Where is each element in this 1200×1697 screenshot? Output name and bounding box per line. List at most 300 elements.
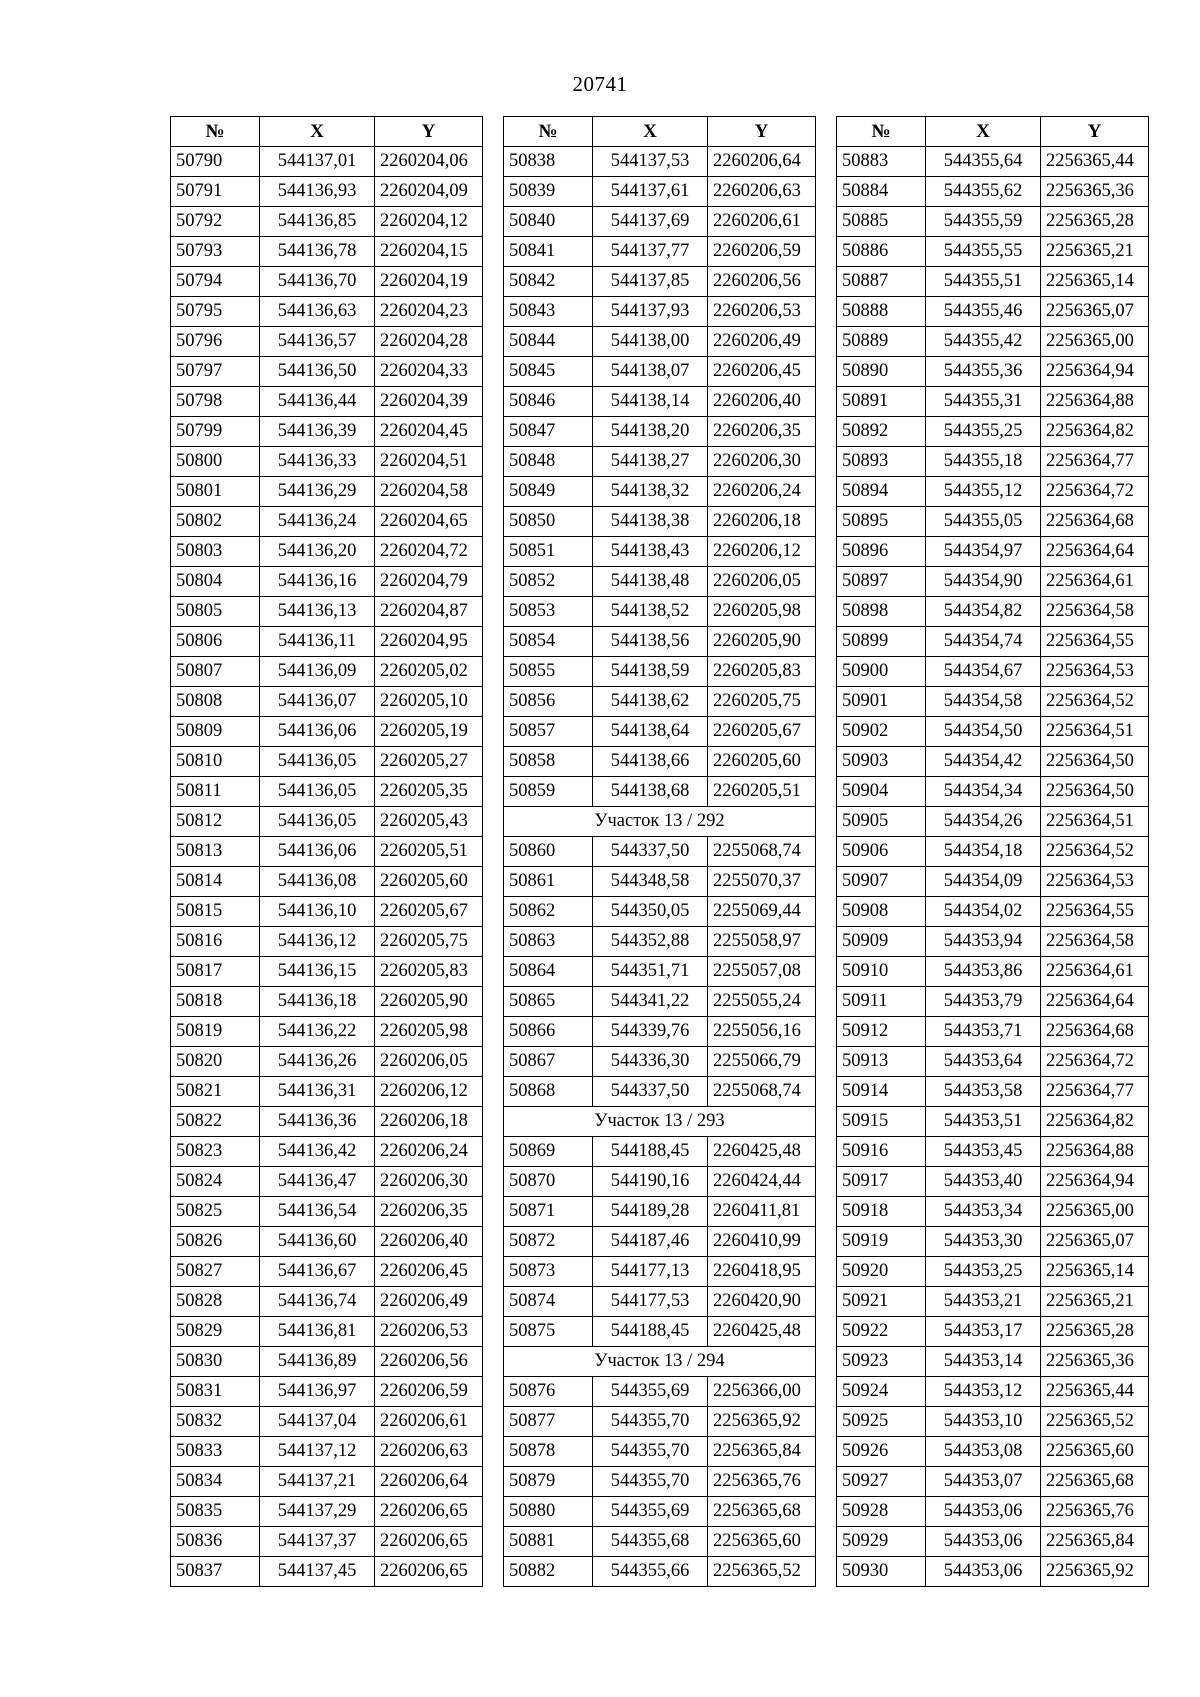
- y-coordinate-cell: 2256364,58: [1041, 597, 1149, 627]
- point-number-cell: 50846: [504, 387, 593, 417]
- y-coordinate-cell: 2260410,99: [708, 1227, 816, 1257]
- x-coordinate-cell: 544138,38: [593, 507, 708, 537]
- x-coordinate-cell: 544353,58: [926, 1077, 1041, 1107]
- point-number-cell: 50844: [504, 327, 593, 357]
- table-row: [504, 537, 816, 567]
- x-coordinate-cell: 544136,18: [260, 987, 375, 1017]
- y-coordinate-cell: 2260206,40: [375, 1227, 483, 1257]
- y-coordinate-cell: 2256365,60: [1041, 1437, 1149, 1467]
- y-coordinate-cell: 2256364,55: [1041, 897, 1149, 927]
- x-coordinate-cell: 544353,14: [926, 1347, 1041, 1377]
- point-number-cell: 50856: [504, 687, 593, 717]
- point-number-cell: 50921: [837, 1287, 926, 1317]
- y-coordinate-cell: 2260205,67: [708, 717, 816, 747]
- x-coordinate-cell: 544355,36: [926, 357, 1041, 387]
- x-coordinate-cell: 544136,50: [260, 357, 375, 387]
- point-number-cell: 50858: [504, 747, 593, 777]
- x-coordinate-cell: 544136,06: [260, 717, 375, 747]
- point-number-cell: 50806: [171, 627, 260, 657]
- table-row: [504, 267, 816, 297]
- point-number-cell: 50901: [837, 687, 926, 717]
- point-number-cell: 50930: [837, 1557, 926, 1587]
- y-coordinate-cell: 2260204,45: [375, 417, 483, 447]
- y-coordinate-cell: 2260204,28: [375, 327, 483, 357]
- point-number-cell: 50853: [504, 597, 593, 627]
- table-row: [504, 567, 816, 597]
- point-number-cell: 50800: [171, 447, 260, 477]
- table-row: [504, 1137, 816, 1167]
- y-coordinate-cell: 2260206,49: [708, 327, 816, 357]
- point-number-cell: 50834: [171, 1467, 260, 1497]
- y-coordinate-cell: 2260205,51: [708, 777, 816, 807]
- table-row: [171, 207, 483, 237]
- table-row: [171, 1527, 483, 1557]
- y-coordinate-cell: 2255069,44: [708, 897, 816, 927]
- section-row: [504, 1347, 816, 1377]
- table-row: [837, 1527, 1149, 1557]
- y-coordinate-cell: 2260206,18: [708, 507, 816, 537]
- table-row: [171, 1137, 483, 1167]
- y-coordinate-cell: 2256364,52: [1041, 837, 1149, 867]
- x-coordinate-cell: 544352,88: [593, 927, 708, 957]
- point-number-cell: 50850: [504, 507, 593, 537]
- y-coordinate-cell: 2260425,48: [708, 1317, 816, 1347]
- table-row: [171, 357, 483, 387]
- point-number-cell: 50915: [837, 1107, 926, 1137]
- x-coordinate-cell: 544353,06: [926, 1557, 1041, 1587]
- table-row: [837, 657, 1149, 687]
- x-coordinate-cell: 544355,68: [593, 1527, 708, 1557]
- column-header-y: Y: [375, 117, 483, 147]
- x-coordinate-cell: 544136,05: [260, 777, 375, 807]
- x-coordinate-cell: 544355,69: [593, 1377, 708, 1407]
- x-coordinate-cell: 544136,29: [260, 477, 375, 507]
- table-row: [504, 747, 816, 777]
- point-number-cell: 50804: [171, 567, 260, 597]
- point-number-cell: 50881: [504, 1527, 593, 1557]
- y-coordinate-cell: 2260205,27: [375, 747, 483, 777]
- table-row: [171, 987, 483, 1017]
- x-coordinate-cell: 544138,66: [593, 747, 708, 777]
- table-row: [504, 1407, 816, 1437]
- y-coordinate-cell: 2260205,60: [708, 747, 816, 777]
- table-row: [504, 777, 816, 807]
- table-row: [171, 447, 483, 477]
- table-row: [504, 1257, 816, 1287]
- x-coordinate-cell: 544337,50: [593, 1077, 708, 1107]
- x-coordinate-cell: 544136,05: [260, 747, 375, 777]
- table-header: [171, 117, 483, 147]
- x-coordinate-cell: 544341,22: [593, 987, 708, 1017]
- y-coordinate-cell: 2260206,49: [375, 1287, 483, 1317]
- table-row: [837, 237, 1149, 267]
- y-coordinate-cell: 2260206,12: [375, 1077, 483, 1107]
- x-coordinate-cell: 544354,26: [926, 807, 1041, 837]
- column-header-x: X: [926, 117, 1041, 147]
- point-number-cell: 50841: [504, 237, 593, 267]
- table-row: [504, 207, 816, 237]
- x-coordinate-cell: 544353,25: [926, 1257, 1041, 1287]
- point-number-cell: 50798: [171, 387, 260, 417]
- x-coordinate-cell: 544136,85: [260, 207, 375, 237]
- point-number-cell: 50926: [837, 1437, 926, 1467]
- x-coordinate-cell: 544353,06: [926, 1497, 1041, 1527]
- x-coordinate-cell: 544188,45: [593, 1137, 708, 1167]
- x-coordinate-cell: 544137,77: [593, 237, 708, 267]
- y-coordinate-cell: 2260206,59: [708, 237, 816, 267]
- x-coordinate-cell: 544136,89: [260, 1347, 375, 1377]
- table-row: [171, 507, 483, 537]
- y-coordinate-cell: 2256365,21: [1041, 237, 1149, 267]
- point-number-cell: 50883: [837, 147, 926, 177]
- table-row: [837, 357, 1149, 387]
- table-row: [171, 1437, 483, 1467]
- y-coordinate-cell: 2256364,68: [1041, 507, 1149, 537]
- y-coordinate-cell: 2256364,94: [1041, 357, 1149, 387]
- point-number-cell: 50812: [171, 807, 260, 837]
- x-coordinate-cell: 544355,18: [926, 447, 1041, 477]
- table-row: [171, 267, 483, 297]
- x-coordinate-cell: 544354,74: [926, 627, 1041, 657]
- x-coordinate-cell: 544136,36: [260, 1107, 375, 1137]
- point-number-cell: 50908: [837, 897, 926, 927]
- x-coordinate-cell: 544136,39: [260, 417, 375, 447]
- y-coordinate-cell: 2260206,65: [375, 1497, 483, 1527]
- point-number-cell: 50907: [837, 867, 926, 897]
- y-coordinate-cell: 2256365,28: [1041, 207, 1149, 237]
- table-row: [504, 1377, 816, 1407]
- y-coordinate-cell: 2255068,74: [708, 837, 816, 867]
- table-row: [837, 147, 1149, 177]
- point-number-cell: 50879: [504, 1467, 593, 1497]
- section-row: [504, 807, 816, 837]
- coordinates-table: [503, 116, 816, 1587]
- point-number-cell: 50818: [171, 987, 260, 1017]
- point-number-cell: 50862: [504, 897, 593, 927]
- x-coordinate-cell: 544136,57: [260, 327, 375, 357]
- x-coordinate-cell: 544351,71: [593, 957, 708, 987]
- x-coordinate-cell: 544348,58: [593, 867, 708, 897]
- x-coordinate-cell: 544189,28: [593, 1197, 708, 1227]
- section-title: Участок 13 / 293: [504, 1107, 816, 1137]
- point-number-cell: 50889: [837, 327, 926, 357]
- point-number-cell: 50817: [171, 957, 260, 987]
- point-number-cell: 50810: [171, 747, 260, 777]
- point-number-cell: 50874: [504, 1287, 593, 1317]
- y-coordinate-cell: 2256365,00: [1041, 1197, 1149, 1227]
- x-coordinate-cell: 544136,20: [260, 537, 375, 567]
- y-coordinate-cell: 2260206,35: [375, 1197, 483, 1227]
- x-coordinate-cell: 544354,97: [926, 537, 1041, 567]
- x-coordinate-cell: 544355,62: [926, 177, 1041, 207]
- point-number-cell: 50791: [171, 177, 260, 207]
- y-coordinate-cell: 2256365,92: [708, 1407, 816, 1437]
- x-coordinate-cell: 544138,27: [593, 447, 708, 477]
- x-coordinate-cell: 544136,08: [260, 867, 375, 897]
- y-coordinate-cell: 2260424,44: [708, 1167, 816, 1197]
- point-number-cell: 50923: [837, 1347, 926, 1377]
- point-number-cell: 50802: [171, 507, 260, 537]
- y-coordinate-cell: 2256364,88: [1041, 387, 1149, 417]
- table-row: [504, 1497, 816, 1527]
- x-coordinate-cell: 544354,58: [926, 687, 1041, 717]
- y-coordinate-cell: 2260206,40: [708, 387, 816, 417]
- point-number-cell: 50833: [171, 1437, 260, 1467]
- y-coordinate-cell: 2260206,53: [375, 1317, 483, 1347]
- y-coordinate-cell: 2256365,28: [1041, 1317, 1149, 1347]
- table-row: [837, 447, 1149, 477]
- point-number-cell: 50928: [837, 1497, 926, 1527]
- y-coordinate-cell: 2256365,44: [1041, 147, 1149, 177]
- point-number-cell: 50821: [171, 1077, 260, 1107]
- point-number-cell: 50795: [171, 297, 260, 327]
- x-coordinate-cell: 544136,05: [260, 807, 375, 837]
- y-coordinate-cell: 2260205,83: [375, 957, 483, 987]
- x-coordinate-cell: 544353,94: [926, 927, 1041, 957]
- section-title: Участок 13 / 292: [504, 807, 816, 837]
- y-coordinate-cell: 2256365,07: [1041, 1227, 1149, 1257]
- y-coordinate-cell: 2260206,65: [375, 1557, 483, 1587]
- point-number-cell: 50902: [837, 717, 926, 747]
- point-number-cell: 50796: [171, 327, 260, 357]
- x-coordinate-cell: 544353,45: [926, 1137, 1041, 1167]
- y-coordinate-cell: 2255055,24: [708, 987, 816, 1017]
- point-number-cell: 50807: [171, 657, 260, 687]
- x-coordinate-cell: 544136,81: [260, 1317, 375, 1347]
- table-row: [171, 327, 483, 357]
- point-number-cell: 50891: [837, 387, 926, 417]
- point-number-cell: 50919: [837, 1227, 926, 1257]
- table-row: [171, 1317, 483, 1347]
- x-coordinate-cell: 544137,01: [260, 147, 375, 177]
- point-number-cell: 50910: [837, 957, 926, 987]
- y-coordinate-cell: 2256364,55: [1041, 627, 1149, 657]
- table-row: [837, 1497, 1149, 1527]
- point-number-cell: 50799: [171, 417, 260, 447]
- y-coordinate-cell: 2256364,82: [1041, 417, 1149, 447]
- y-coordinate-cell: 2260206,63: [708, 177, 816, 207]
- point-number-cell: 50917: [837, 1167, 926, 1197]
- point-number-cell: 50832: [171, 1407, 260, 1437]
- y-coordinate-cell: 2260205,02: [375, 657, 483, 687]
- table-row: [504, 597, 816, 627]
- point-number-cell: 50875: [504, 1317, 593, 1347]
- table-row: [837, 1137, 1149, 1167]
- table-row: [837, 1287, 1149, 1317]
- y-coordinate-cell: 2260420,90: [708, 1287, 816, 1317]
- point-number-cell: 50845: [504, 357, 593, 387]
- y-coordinate-cell: 2256364,88: [1041, 1137, 1149, 1167]
- x-coordinate-cell: 544136,24: [260, 507, 375, 537]
- point-number-cell: 50927: [837, 1467, 926, 1497]
- y-coordinate-cell: 2256365,14: [1041, 267, 1149, 297]
- point-number-cell: 50822: [171, 1107, 260, 1137]
- point-number-cell: 50871: [504, 1197, 593, 1227]
- point-number-cell: 50864: [504, 957, 593, 987]
- point-number-cell: 50866: [504, 1017, 593, 1047]
- point-number-cell: 50839: [504, 177, 593, 207]
- x-coordinate-cell: 544353,07: [926, 1467, 1041, 1497]
- y-coordinate-cell: 2260205,90: [708, 627, 816, 657]
- table-row: [504, 657, 816, 687]
- x-coordinate-cell: 544355,42: [926, 327, 1041, 357]
- table-row: [171, 1107, 483, 1137]
- y-coordinate-cell: 2255057,08: [708, 957, 816, 987]
- point-number-cell: 50884: [837, 177, 926, 207]
- y-coordinate-cell: 2256364,72: [1041, 477, 1149, 507]
- x-coordinate-cell: 544353,21: [926, 1287, 1041, 1317]
- table-row: [171, 537, 483, 567]
- y-coordinate-cell: 2260205,19: [375, 717, 483, 747]
- y-coordinate-cell: 2260206,30: [708, 447, 816, 477]
- x-coordinate-cell: 544353,06: [926, 1527, 1041, 1557]
- table-row: [837, 807, 1149, 837]
- point-number-cell: 50898: [837, 597, 926, 627]
- table-row: [504, 1047, 816, 1077]
- coordinates-table: [170, 116, 483, 1587]
- x-coordinate-cell: 544136,09: [260, 657, 375, 687]
- y-coordinate-cell: 2256365,68: [708, 1497, 816, 1527]
- x-coordinate-cell: 544355,05: [926, 507, 1041, 537]
- point-number-cell: 50913: [837, 1047, 926, 1077]
- y-coordinate-cell: 2256364,53: [1041, 657, 1149, 687]
- point-number-cell: 50911: [837, 987, 926, 1017]
- table-row: [837, 867, 1149, 897]
- y-coordinate-cell: 2255068,74: [708, 1077, 816, 1107]
- y-coordinate-cell: 2256365,14: [1041, 1257, 1149, 1287]
- table-row: [837, 957, 1149, 987]
- x-coordinate-cell: 544354,18: [926, 837, 1041, 867]
- y-coordinate-cell: 2260206,61: [375, 1407, 483, 1437]
- table-row: [837, 177, 1149, 207]
- x-coordinate-cell: 544339,76: [593, 1017, 708, 1047]
- table-row: [171, 1407, 483, 1437]
- table-row: [171, 147, 483, 177]
- x-coordinate-cell: 544137,12: [260, 1437, 375, 1467]
- x-coordinate-cell: 544337,50: [593, 837, 708, 867]
- y-coordinate-cell: 2256364,64: [1041, 537, 1149, 567]
- y-coordinate-cell: 2255058,97: [708, 927, 816, 957]
- table-row: [837, 1257, 1149, 1287]
- point-number-cell: 50836: [171, 1527, 260, 1557]
- table-row: [504, 1197, 816, 1227]
- x-coordinate-cell: 544138,43: [593, 537, 708, 567]
- y-coordinate-cell: 2256365,52: [1041, 1407, 1149, 1437]
- point-number-cell: 50916: [837, 1137, 926, 1167]
- x-coordinate-cell: 544177,13: [593, 1257, 708, 1287]
- x-coordinate-cell: 544136,78: [260, 237, 375, 267]
- table-row: [504, 327, 816, 357]
- x-coordinate-cell: 544138,32: [593, 477, 708, 507]
- x-coordinate-cell: 544136,31: [260, 1077, 375, 1107]
- point-number-cell: 50854: [504, 627, 593, 657]
- x-coordinate-cell: 544137,93: [593, 297, 708, 327]
- point-number-cell: 50849: [504, 477, 593, 507]
- y-coordinate-cell: 2260206,12: [708, 537, 816, 567]
- x-coordinate-cell: 544137,37: [260, 1527, 375, 1557]
- y-coordinate-cell: 2256365,92: [1041, 1557, 1149, 1587]
- table-row: [171, 927, 483, 957]
- point-number-cell: 50859: [504, 777, 593, 807]
- table-row: [504, 1317, 816, 1347]
- x-coordinate-cell: 544177,53: [593, 1287, 708, 1317]
- point-number-cell: 50860: [504, 837, 593, 867]
- y-coordinate-cell: 2256365,21: [1041, 1287, 1149, 1317]
- y-coordinate-cell: 2256364,72: [1041, 1047, 1149, 1077]
- point-number-cell: 50811: [171, 777, 260, 807]
- point-number-cell: 50872: [504, 1227, 593, 1257]
- table-row: [171, 777, 483, 807]
- x-coordinate-cell: 544137,45: [260, 1557, 375, 1587]
- table-row: [837, 717, 1149, 747]
- x-coordinate-cell: 544353,79: [926, 987, 1041, 1017]
- point-number-cell: 50925: [837, 1407, 926, 1437]
- point-number-cell: 50863: [504, 927, 593, 957]
- y-coordinate-cell: 2256364,64: [1041, 987, 1149, 1017]
- y-coordinate-cell: 2256364,61: [1041, 957, 1149, 987]
- point-number-cell: 50869: [504, 1137, 593, 1167]
- x-coordinate-cell: 544353,51: [926, 1107, 1041, 1137]
- table-row: [504, 1167, 816, 1197]
- table-row: [837, 297, 1149, 327]
- table-row: [171, 1287, 483, 1317]
- x-coordinate-cell: 544355,70: [593, 1467, 708, 1497]
- point-number-cell: 50852: [504, 567, 593, 597]
- table-row: [504, 717, 816, 747]
- table-row: [504, 1437, 816, 1467]
- point-number-cell: 50880: [504, 1497, 593, 1527]
- y-coordinate-cell: 2260206,63: [375, 1437, 483, 1467]
- table-row: [837, 987, 1149, 1017]
- y-coordinate-cell: 2260206,35: [708, 417, 816, 447]
- y-coordinate-cell: 2256365,76: [708, 1467, 816, 1497]
- x-coordinate-cell: 544136,97: [260, 1377, 375, 1407]
- point-number-cell: 50814: [171, 867, 260, 897]
- y-coordinate-cell: 2260205,51: [375, 837, 483, 867]
- y-coordinate-cell: 2260206,56: [708, 267, 816, 297]
- point-number-cell: 50888: [837, 297, 926, 327]
- y-coordinate-cell: 2260205,10: [375, 687, 483, 717]
- table-row: [837, 507, 1149, 537]
- table-row: [837, 1557, 1149, 1587]
- y-coordinate-cell: 2256365,36: [1041, 1347, 1149, 1377]
- y-coordinate-cell: 2256365,84: [1041, 1527, 1149, 1557]
- table-row: [504, 957, 816, 987]
- point-number-cell: 50837: [171, 1557, 260, 1587]
- x-coordinate-cell: 544355,51: [926, 267, 1041, 297]
- point-number-cell: 50900: [837, 657, 926, 687]
- point-number-cell: 50865: [504, 987, 593, 1017]
- point-number-cell: 50912: [837, 1017, 926, 1047]
- table-row: [171, 657, 483, 687]
- column-header-y: Y: [1041, 117, 1149, 147]
- point-number-cell: 50805: [171, 597, 260, 627]
- point-number-cell: 50897: [837, 567, 926, 597]
- point-number-cell: 50882: [504, 1557, 593, 1587]
- table-row: [504, 447, 816, 477]
- point-number-cell: 50861: [504, 867, 593, 897]
- table-header: [504, 117, 816, 147]
- x-coordinate-cell: 544354,09: [926, 867, 1041, 897]
- x-coordinate-cell: 544136,13: [260, 597, 375, 627]
- point-number-cell: 50824: [171, 1167, 260, 1197]
- table-row: [837, 567, 1149, 597]
- y-coordinate-cell: 2260204,19: [375, 267, 483, 297]
- x-coordinate-cell: 544136,54: [260, 1197, 375, 1227]
- table-row: [837, 267, 1149, 297]
- column-header-x: X: [593, 117, 708, 147]
- y-coordinate-cell: 2260206,45: [375, 1257, 483, 1287]
